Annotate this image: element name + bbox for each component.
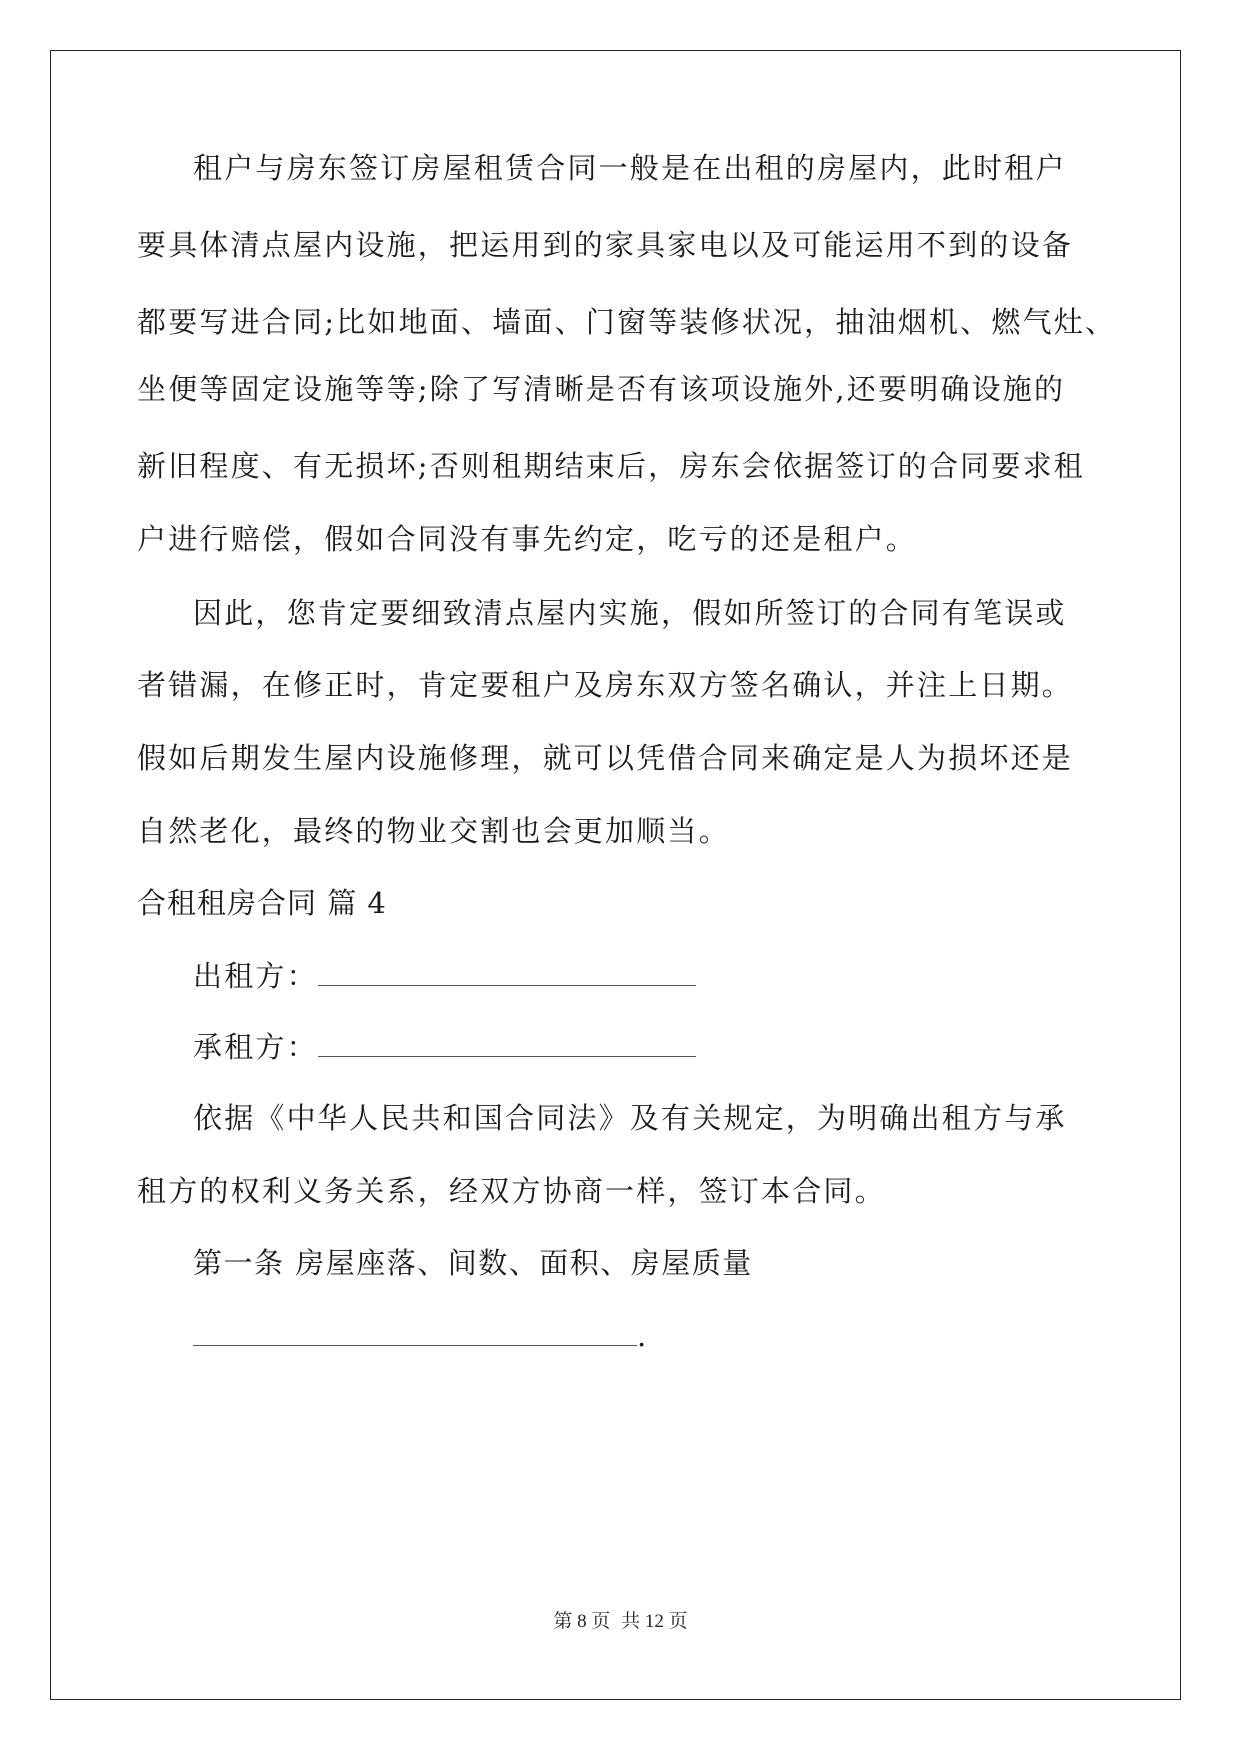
- lessor-row: [193, 956, 696, 996]
- lessor-blank: [318, 959, 696, 986]
- article-1-heading: 第一条 房屋座落、间数、面积、房屋质量: [193, 1246, 753, 1280]
- paragraph-1-line-2: 要具体清点屋内设施，把运用到的家具家电以及可能运用不到的设备: [137, 228, 1074, 262]
- paragraph-2-line-1: 因此，您肯定要细致清点屋内实施，假如所签订的合同有笔误或: [193, 596, 1067, 630]
- lessor-label: 出租方：: [193, 959, 318, 993]
- page-border: [50, 50, 1181, 1700]
- page-number: 第 8 页: [553, 1611, 611, 1632]
- paragraph-1-line-4: 坐便等固定设施等等;除了写清晰是否有该项设施外,还要明确设施的: [137, 372, 1066, 406]
- article-1-blank-end: .: [637, 1319, 649, 1353]
- paragraph-2-line-4: 自然老化，最终的物业交割也会更加顺当。: [137, 814, 730, 848]
- paragraph-1-line-5: 新旧程度、有无损坏;否则租期结束后，房东会依据签订的合同要求租: [137, 449, 1085, 483]
- paragraph-3-line-1: 依据《中华人民共和国合同法》及有关规定，为明确出租方与承: [193, 1101, 1067, 1135]
- paragraph-2-line-3: 假如后期发生屋内设施修理，就可以凭借合同来确定是人为损坏还是: [137, 741, 1074, 775]
- page-total: 共 12 页: [621, 1611, 688, 1632]
- paragraph-1-line-1: 租户与房东签订房屋租赁合同一般是在出租的房屋内，此时租户: [193, 151, 1067, 185]
- lessee-blank: [318, 1030, 696, 1057]
- article-1-blank-row: [193, 1316, 648, 1356]
- lessee-label: 承租方：: [193, 1030, 318, 1064]
- paragraph-1-line-3: 都要写进合同;比如地面、墙面、门窗等装修状况，抽油烟机、燃气灶、: [137, 305, 1117, 339]
- paragraph-3-line-2: 租方的权利义务关系，经双方协商一样，签订本合同。: [137, 1174, 886, 1208]
- paragraph-1-line-6: 户进行赔偿，假如合同没有事先约定，吃亏的还是租户。: [137, 522, 918, 556]
- page-footer: [0, 1606, 1241, 1633]
- paragraph-2-line-2: 者错漏，在修正时，肯定要租户及房东双方签名确认，并注上日期。: [137, 668, 1074, 702]
- article-1-blank: [193, 1319, 637, 1346]
- lessee-row: [193, 1027, 696, 1067]
- section-heading: 合租租房合同 篇 4: [137, 886, 387, 920]
